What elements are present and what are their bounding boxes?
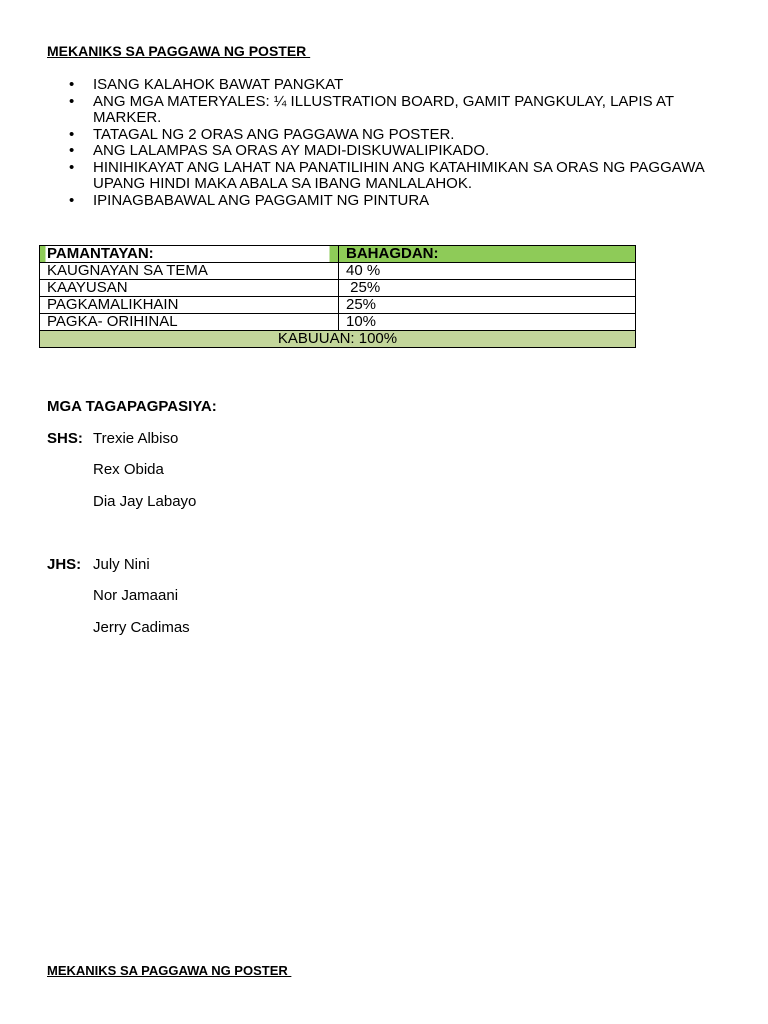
percentage-cell: 25% xyxy=(339,297,636,314)
percentage-cell: 10% xyxy=(339,314,636,331)
judge-name: Trexie Albiso xyxy=(93,430,179,447)
percentage-cell: 40 % xyxy=(339,263,636,280)
criteria-header: PAMANTAYAN: xyxy=(40,246,339,263)
table-row xyxy=(40,314,636,331)
jhs-label: JHS: xyxy=(47,556,82,573)
rule-item: • IPINAGBABAWAL ANG PAGGAMIT NG PINTURA xyxy=(93,193,723,210)
table-total-row xyxy=(40,331,636,348)
table-row xyxy=(40,297,636,314)
criteria-table xyxy=(39,245,636,348)
footer-title: MEKANIKS SA PAGGAWA NG POSTER xyxy=(47,963,292,978)
judge-name: July Nini xyxy=(93,556,150,573)
judge-name: Nor Jamaani xyxy=(93,587,179,604)
rules-list xyxy=(93,77,723,209)
judge-name: Jerry Cadimas xyxy=(93,619,190,636)
judge-name: Dia Jay Labayo xyxy=(93,493,197,510)
percentage-cell: 25% xyxy=(339,280,636,297)
rule-item: • ISANG KALAHOK BAWAT PANGKAT xyxy=(93,77,723,94)
criteria-cell: KAUGNAYAN SA TEMA xyxy=(40,263,339,280)
table-header-row xyxy=(40,246,636,263)
rule-item: • ANG LALAMPAS SA ORAS AY MADI-DISKUWALIPIKADO. xyxy=(93,143,723,160)
percentage-header: BAHAGDAN: xyxy=(339,246,636,263)
criteria-cell: PAGKAMALIKHAIN xyxy=(40,297,339,314)
rule-item: • TATAGAL NG 2 ORAS ANG PAGGAWA NG POSTER. xyxy=(93,127,723,144)
rule-item: • HINIHIKAYAT ANG LAHAT NA PANATILIHIN ANG KATAHIMIKAN SA ORAS NG PAGGAWA UPANG HINDI MAKA ABALA SA IBANG MANLALAHOK. xyxy=(93,160,723,193)
total-cell: KABUUAN: 100% xyxy=(40,331,636,348)
judges-heading: MGA TAGAPAGPASIYA: xyxy=(47,398,217,415)
criteria-cell: PAGKA- ORIHINAL xyxy=(40,314,339,331)
judge-name: Rex Obida xyxy=(93,461,164,478)
table-row xyxy=(40,280,636,297)
table-row xyxy=(40,263,636,280)
criteria-cell: KAAYUSAN xyxy=(40,280,339,297)
page-title: MEKANIKS SA PAGGAWA NG POSTER xyxy=(47,43,311,59)
rule-item: • ANG MGA MATERYALES: ¼ ILLUSTRATION BOARD, GAMIT PANGKULAY, LAPIS AT MARKER. xyxy=(93,94,723,127)
shs-label: SHS: xyxy=(47,430,83,447)
